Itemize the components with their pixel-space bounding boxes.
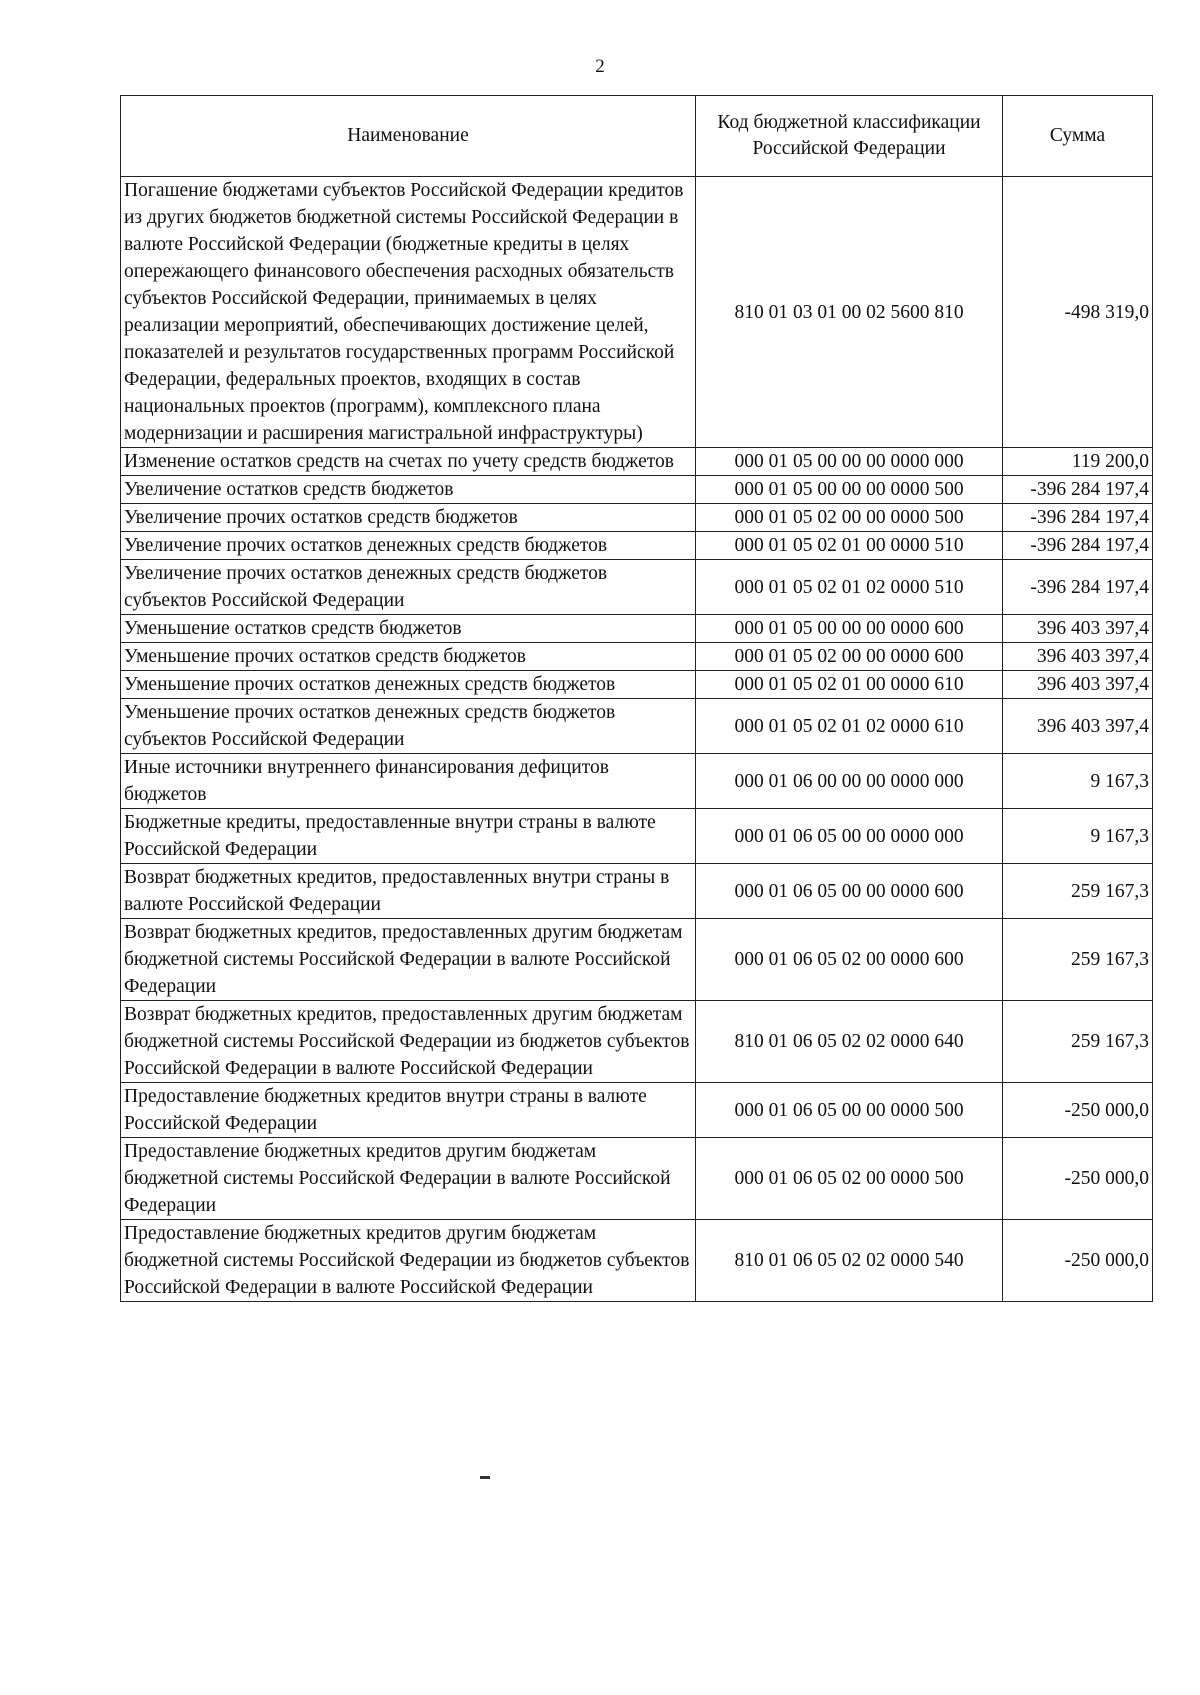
- table-row: [121, 560, 1153, 615]
- row-sum: -396 284 197,4: [1003, 476, 1153, 504]
- row-sum: 119 200,0: [1003, 448, 1153, 476]
- table-row: [121, 699, 1153, 754]
- table-row: [121, 1083, 1153, 1138]
- table-row: [121, 504, 1153, 532]
- row-name: Уменьшение прочих остатков денежных средств бюджетов: [121, 671, 696, 699]
- row-code: 000 01 05 02 00 00 0000 600: [696, 643, 1003, 671]
- header-name: Наименование: [121, 96, 696, 177]
- row-name: Предоставление бюджетных кредитов внутри страны в валюте Российской Федерации: [121, 1083, 696, 1138]
- table-row: [121, 448, 1153, 476]
- budget-sources-table: [120, 95, 1153, 1302]
- row-sum: 396 403 397,4: [1003, 615, 1153, 643]
- table-row: [121, 919, 1153, 1001]
- row-code: 000 01 06 05 00 00 0000 500: [696, 1083, 1003, 1138]
- table-row: [121, 476, 1153, 504]
- row-code: 000 01 06 05 00 00 0000 000: [696, 809, 1003, 864]
- row-name: Увеличение остатков средств бюджетов: [121, 476, 696, 504]
- row-sum: -250 000,0: [1003, 1220, 1153, 1302]
- row-name: Возврат бюджетных кредитов, предоставленных другим бюджетам бюджетной системы Российской Федерации из бюджетов субъектов Российской Федерации в валюте Российской Федерации: [121, 1001, 696, 1083]
- row-name: Предоставление бюджетных кредитов другим бюджетам бюджетной системы Российской Федерации из бюджетов субъектов Российской Федерации в валюте Российской Федерации: [121, 1220, 696, 1302]
- table-row: [121, 1220, 1153, 1302]
- table-row: [121, 754, 1153, 809]
- row-sum: -250 000,0: [1003, 1083, 1153, 1138]
- table-row: [121, 809, 1153, 864]
- row-sum: -250 000,0: [1003, 1138, 1153, 1220]
- row-sum: 259 167,3: [1003, 864, 1153, 919]
- row-sum: -396 284 197,4: [1003, 560, 1153, 615]
- table-row: [121, 864, 1153, 919]
- row-code: 810 01 06 05 02 02 0000 540: [696, 1220, 1003, 1302]
- row-name: Изменение остатков средств на счетах по учету средств бюджетов: [121, 448, 696, 476]
- row-code: 000 01 06 05 02 00 0000 600: [696, 919, 1003, 1001]
- row-sum: 9 167,3: [1003, 754, 1153, 809]
- row-code: 000 01 05 00 00 00 0000 600: [696, 615, 1003, 643]
- row-sum: -498 319,0: [1003, 177, 1153, 448]
- table-row: [121, 671, 1153, 699]
- header-code: Код бюджетной классификации Российской Федерации: [696, 96, 1003, 177]
- row-sum: 259 167,3: [1003, 1001, 1153, 1083]
- row-name: Возврат бюджетных кредитов, предоставленных внутри страны в валюте Российской Федерации: [121, 864, 696, 919]
- row-code: 000 01 05 02 01 00 0000 610: [696, 671, 1003, 699]
- table-header-row: [121, 96, 1153, 177]
- row-sum: 396 403 397,4: [1003, 643, 1153, 671]
- row-sum: -396 284 197,4: [1003, 532, 1153, 560]
- row-name: Возврат бюджетных кредитов, предоставленных другим бюджетам бюджетной системы Российской Федерации в валюте Российской Федерации: [121, 919, 696, 1001]
- row-code: 000 01 05 02 01 02 0000 510: [696, 560, 1003, 615]
- row-code: 000 01 05 02 01 02 0000 610: [696, 699, 1003, 754]
- row-name: Уменьшение прочих остатков средств бюджетов: [121, 643, 696, 671]
- row-sum: 396 403 397,4: [1003, 699, 1153, 754]
- row-code: 000 01 06 05 02 00 0000 500: [696, 1138, 1003, 1220]
- table-row: [121, 1138, 1153, 1220]
- stray-mark: [480, 1476, 490, 1479]
- row-name: Иные источники внутреннего финансирования дефицитов бюджетов: [121, 754, 696, 809]
- row-code: 810 01 03 01 00 02 5600 810: [696, 177, 1003, 448]
- row-name: Бюджетные кредиты, предоставленные внутри страны в валюте Российской Федерации: [121, 809, 696, 864]
- table-row: [121, 615, 1153, 643]
- row-name: Уменьшение остатков средств бюджетов: [121, 615, 696, 643]
- row-sum: -396 284 197,4: [1003, 504, 1153, 532]
- table-row: [121, 643, 1153, 671]
- row-code: 000 01 06 00 00 00 0000 000: [696, 754, 1003, 809]
- row-code: 000 01 05 00 00 00 0000 500: [696, 476, 1003, 504]
- row-code: 000 01 05 00 00 00 0000 000: [696, 448, 1003, 476]
- row-name: Увеличение прочих остатков средств бюджетов: [121, 504, 696, 532]
- row-name: Предоставление бюджетных кредитов другим бюджетам бюджетной системы Российской Федерации в валюте Российской Федерации: [121, 1138, 696, 1220]
- page-number: 2: [595, 56, 605, 77]
- row-name: Увеличение прочих остатков денежных средств бюджетов: [121, 532, 696, 560]
- row-sum: 396 403 397,4: [1003, 671, 1153, 699]
- row-code: 000 01 06 05 00 00 0000 600: [696, 864, 1003, 919]
- row-code: 000 01 05 02 00 00 0000 500: [696, 504, 1003, 532]
- row-sum: 9 167,3: [1003, 809, 1153, 864]
- row-sum: 259 167,3: [1003, 919, 1153, 1001]
- row-name: Уменьшение прочих остатков денежных средств бюджетов субъектов Российской Федерации: [121, 699, 696, 754]
- table-row: [121, 532, 1153, 560]
- row-name: Погашение бюджетами субъектов Российской Федерации кредитов из других бюджетов бюджетной системы Российской Федерации в валюте Российской Федерации (бюджетные кредиты в целях опережающего финансового обеспечения расходных обязательств субъектов Российской Федерации, принимаемых в целях реализации мероприятий, обеспечивающих достижение целей, показателей и результатов государственных программ Российской Федерации, федеральных проектов, входящих в состав национальных проектов (программ), комплексного плана модернизации и расширения магистральной инфраструктуры): [121, 177, 696, 448]
- row-name: Увеличение прочих остатков денежных средств бюджетов субъектов Российской Федерации: [121, 560, 696, 615]
- row-code: 000 01 05 02 01 00 0000 510: [696, 532, 1003, 560]
- header-sum: Сумма: [1003, 96, 1153, 177]
- table-row: [121, 1001, 1153, 1083]
- table-row: [121, 177, 1153, 448]
- row-code: 810 01 06 05 02 02 0000 640: [696, 1001, 1003, 1083]
